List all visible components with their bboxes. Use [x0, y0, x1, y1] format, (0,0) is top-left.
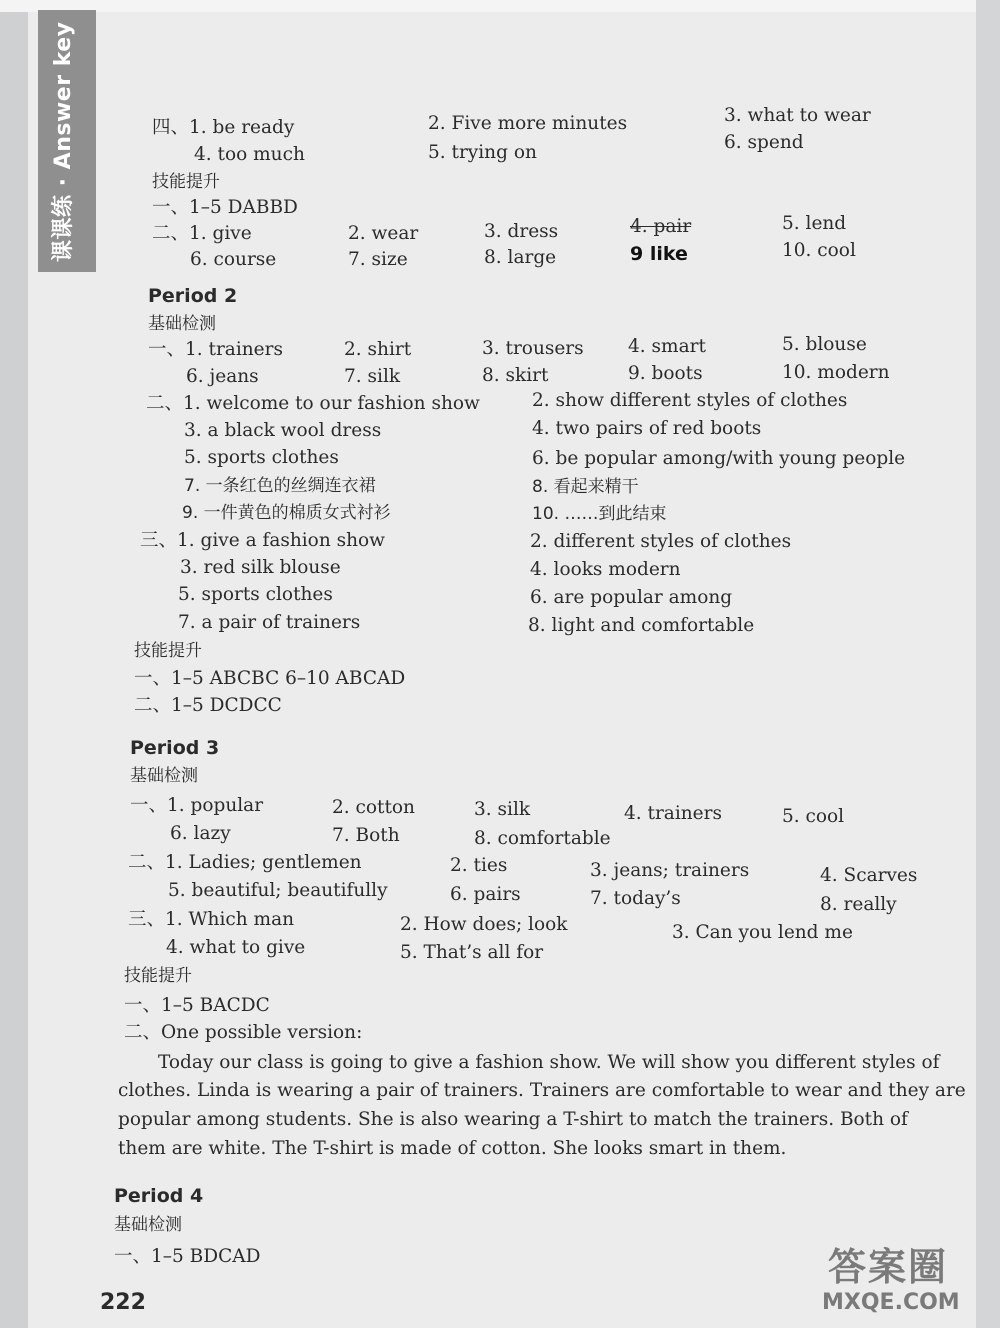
- p2-s2-item-6: 6. be popular among/with young people: [532, 448, 906, 469]
- period-2-basic-heading: 基础检测: [148, 314, 216, 334]
- s4-item-3: 3. what to wear: [724, 105, 871, 126]
- p3-s2-item-1: 二、1. Ladies; gentlemen: [128, 852, 362, 873]
- p2-s2-item-8: 8. 看起来精干: [532, 477, 639, 497]
- period-2-skills-heading: 技能提升: [134, 641, 202, 661]
- skills1-item-6: 6. course: [190, 249, 277, 270]
- p3-s1-item-1: 一、1. popular: [130, 795, 264, 816]
- p2-s2-item-3: 3. a black wool dress: [184, 420, 382, 441]
- p4-s1: 一、1–5 BDCAD: [114, 1246, 261, 1267]
- p2-s1-item-2: 2. shirt: [344, 339, 412, 360]
- p2-s1-item-9: 9. boots: [628, 363, 703, 384]
- page-right-edge: [976, 0, 1000, 1328]
- p3-skills-part1: 一、1–5 BACDC: [124, 995, 270, 1016]
- p2-s3-item-2: 2. different styles of clothes: [530, 531, 792, 552]
- page-top-edge: [0, 0, 1000, 12]
- p3-s2-item-4: 4. Scarves: [820, 865, 918, 886]
- essay-line-4: them are white. The T-shirt is made of cotton. She looks smart in them.: [118, 1138, 787, 1159]
- p3-s2-item-6: 6. pairs: [450, 884, 521, 905]
- p3-s3-item-3: 3. Can you lend me: [672, 922, 853, 943]
- p2-s2-item-2: 2. show different styles of clothes: [532, 390, 848, 411]
- p2-s3-item-5: 5. sports clothes: [178, 584, 333, 605]
- p2-s3-item-8: 8. light and comfortable: [528, 615, 755, 636]
- p2-s1-item-6: 6. jeans: [186, 366, 259, 387]
- skills1-item-3: 3. dress: [484, 221, 559, 242]
- essay-line-1: Today our class is going to give a fashion show. We will show you different styles of: [158, 1052, 940, 1073]
- skills1-item-7: 7. size: [348, 249, 408, 270]
- p2-skills-part2: 二、1–5 DCDCC: [134, 695, 282, 716]
- s4-item-4: 4. too much: [194, 144, 305, 165]
- skills1-item-2: 2. wear: [348, 223, 419, 244]
- p2-s2-item-5: 5. sports clothes: [184, 447, 339, 468]
- essay-line-2: clothes. Linda is wearing a pair of trainers. Trainers are comfortable to wear and they are: [118, 1080, 966, 1101]
- p2-s3-item-6: 6. are popular among: [530, 587, 733, 608]
- side-tab-label: 课课练 · Answer key: [51, 21, 76, 262]
- p2-s1-item-5: 5. blouse: [782, 334, 867, 355]
- p3-s1-item-4: 4. trainers: [624, 803, 722, 824]
- s4-item-5: 5. trying on: [428, 142, 537, 163]
- p2-s2-item-7: 7. 一条红色的丝绸连衣裙: [184, 476, 376, 496]
- period-3-basic-heading: 基础检测: [130, 766, 198, 786]
- p3-skills-part2: 二、One possible version:: [124, 1022, 363, 1043]
- s4-item-2: 2. Five more minutes: [428, 113, 628, 134]
- p3-s2-item-2: 2. ties: [450, 855, 508, 876]
- skills1-item-10: 10. cool: [782, 240, 856, 261]
- p2-s1-item-10: 10. modern: [782, 362, 890, 383]
- watermark-url: MXQE.COM: [822, 1290, 960, 1315]
- p2-s3-item-1: 三、1. give a fashion show: [140, 530, 385, 551]
- period-4-basic-heading: 基础检测: [114, 1215, 182, 1235]
- p2-skills-part1: 一、1–5 ABCBC 6–10 ABCAD: [134, 668, 406, 689]
- skills1-item-5: 5. lend: [782, 213, 847, 234]
- p2-s3-item-7: 7. a pair of trainers: [178, 612, 361, 633]
- p3-s1-item-5: 5. cool: [782, 806, 845, 827]
- skills1-item-9-handwritten: 9 like: [630, 243, 688, 265]
- mxqe-watermark-logo: [818, 1232, 988, 1322]
- period-4-title: Period 4: [114, 1185, 204, 1207]
- p3-s1-item-3: 3. silk: [474, 799, 531, 820]
- skills1-item-4: 4. pair: [630, 216, 692, 237]
- p3-s2-item-8: 8. really: [820, 894, 897, 915]
- p2-s1-item-1: 一、1. trainers: [148, 339, 283, 360]
- p3-s1-item-6: 6. lazy: [170, 823, 231, 844]
- p2-s2-item-10: 10. ……到此结束: [532, 504, 667, 524]
- skills1-part1: 一、1–5 DABBD: [152, 197, 298, 218]
- watermark-cn-text: 答案圈: [828, 1245, 949, 1289]
- skills-heading-1: 技能提升: [152, 172, 220, 192]
- p2-s2-item-4: 4. two pairs of red boots: [532, 418, 762, 439]
- s4-item-6: 6. spend: [724, 132, 804, 153]
- period-3-title: Period 3: [130, 737, 220, 759]
- p2-s2-item-1: 二、1. welcome to our fashion show: [146, 393, 480, 414]
- p3-s1-item-7: 7. Both: [332, 825, 400, 846]
- period-3-skills-heading: 技能提升: [124, 966, 192, 986]
- p3-s1-item-8: 8. comfortable: [474, 828, 611, 849]
- skills1-item-1: 二、1. give: [152, 223, 252, 244]
- p3-s3-item-1: 三、1. Which man: [128, 909, 295, 930]
- p2-s2-item-9: 9. 一件黄色的棉质女式衬衫: [182, 503, 391, 523]
- p3-s2-item-7: 7. today’s: [590, 888, 681, 909]
- p3-s2-item-5: 5. beautiful; beautifully: [168, 880, 388, 901]
- page-number: 222: [100, 1290, 146, 1315]
- p2-s3-item-4: 4. looks modern: [530, 559, 681, 580]
- s4-item-1: 四、1. be ready: [152, 117, 295, 138]
- p2-s3-item-3: 3. red silk blouse: [180, 557, 341, 578]
- p3-s1-item-2: 2. cotton: [332, 797, 415, 818]
- p2-s1-item-4: 4. smart: [628, 336, 706, 357]
- period-2-title: Period 2: [148, 285, 238, 307]
- skills1-item-8: 8. large: [484, 247, 557, 268]
- p2-s1-item-3: 3. trousers: [482, 338, 584, 359]
- p3-s2-item-3: 3. jeans; trainers: [590, 860, 750, 881]
- p3-s3-item-5: 5. That’s all for: [400, 942, 544, 963]
- p2-s1-item-8: 8. skirt: [482, 365, 549, 386]
- p3-s3-item-2: 2. How does; look: [400, 914, 568, 935]
- essay-line-3: popular among students. She is also wearing a T-shirt to match the trainers. Both of: [118, 1109, 908, 1130]
- p3-s3-item-4: 4. what to give: [166, 937, 306, 958]
- answer-key-side-tab: [38, 10, 96, 272]
- p2-s1-item-7: 7. silk: [344, 366, 401, 387]
